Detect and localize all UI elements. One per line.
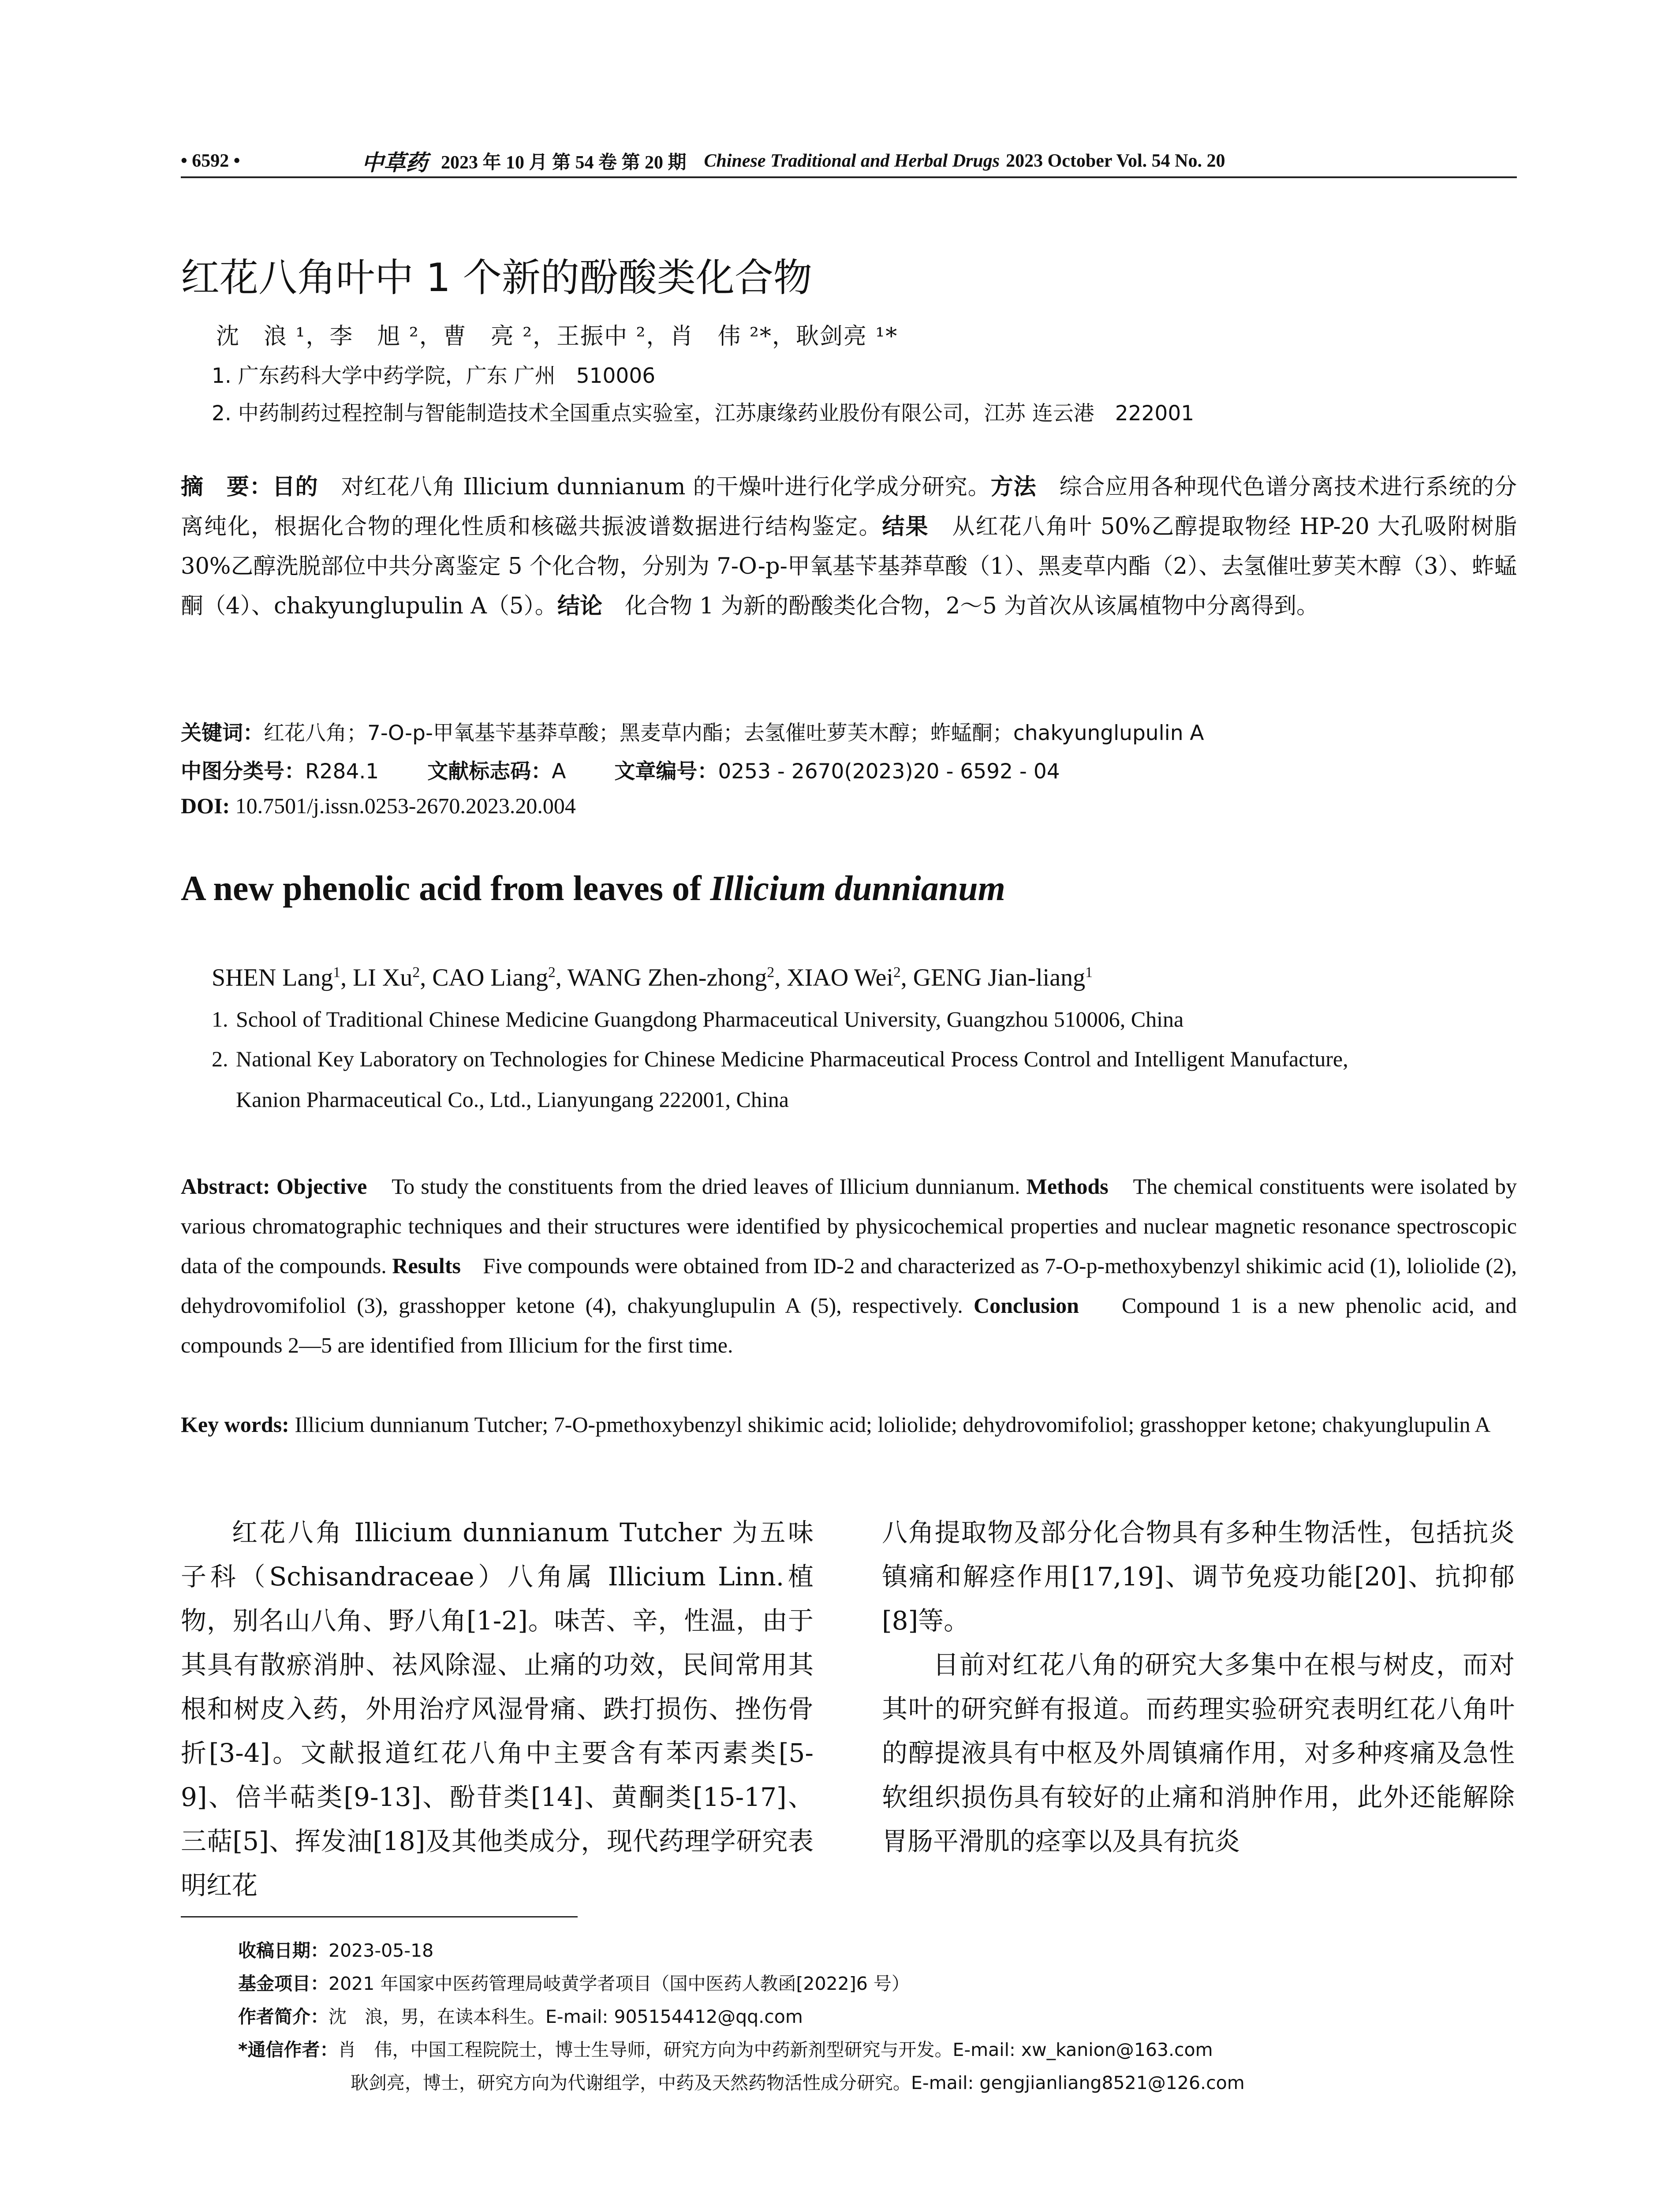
issue-cn: 2023 年 10 月 第 54 卷 第 20 期 [441, 153, 687, 173]
author-en: CAO Liang$^2$ [432, 964, 556, 991]
title-en [181, 869, 1005, 909]
classification-row [181, 755, 1517, 785]
author-en: SHEN Lang$^1$ [212, 964, 341, 991]
keywords-cn-text: 红花八角；7-O-p-甲氧基苄基莽草酸；黑麦草内酯；去氢催吐萝芙木醇；蚱蜢酮；chakyunglupulin A [264, 721, 1204, 745]
objective-label-cn: 目的 [272, 474, 318, 500]
article-no-value: 0253 - 2670(2023)20 - 6592 - 04 [718, 759, 1060, 784]
keywords-cn-label: 关键词： [181, 721, 264, 745]
author-en: WANG Zhen-zhong$^2$ [567, 964, 775, 991]
article-no-label: 文章编号： [614, 759, 718, 784]
footnote-rule [181, 1916, 578, 1917]
affiliation-cn-1: 1. 广东药科大学中药学院，广东 广州 510006 [212, 364, 656, 388]
objective-label-en: Objective [276, 1174, 367, 1199]
methods-label-cn: 方法 [990, 474, 1037, 500]
running-header [181, 146, 1517, 178]
title-cn: 红花八角叶中 1 个新的酚酸类化合物 [181, 255, 812, 300]
clc-label: 中图分类号： [181, 759, 305, 784]
author-en: GENG Jian-liang$^1$ [913, 964, 1093, 991]
body-paragraph: 八角提取物及部分化合物具有多种生物活性，包括抗炎镇痛和解痉作用[17,19]、调节免疫功能[20]、抗抑郁[8]等。 [882, 1517, 1515, 1636]
doi-label: DOI: [181, 793, 230, 818]
keywords-en [181, 1405, 1517, 1444]
results-en: Five compounds were obtained from ID-2 and characterized as 7-O-p-methoxybenzyl shikimic acid (1), loliolide (2), dehydrovomifoliol (3), grasshopper ketone (4), chakyunglupulin A (5), respectively. [181, 1253, 1517, 1318]
author-en: XIAO Wei$^2$ [787, 964, 901, 991]
objective-en: To study the constituents from the dried leaves of Illicium dunnianum. [392, 1174, 1020, 1199]
footnote-received: 收稿日期：2023-05-18 [238, 1940, 434, 1961]
conclusion-label-en: Conclusion [974, 1293, 1079, 1318]
results-cn: 从红花八角叶 50%乙醇提取物经 HP-20 大孔吸附树脂 30%乙醇洗脱部位中共分离鉴定 5 个化合物，分别为 7-O-p-甲氧基苄基莽草酸（1）、黑麦草内酯（2）、去氢催吐萝芙木醇（3）、蚱蜢酮（4）、chakyunglupulin A（5）。 [181, 514, 1517, 619]
keywords-cn [181, 717, 1517, 746]
methods-en: The chemical constituents were isolated by various chromatographic techniques and their structures were identified by physicochemical properties and nuclear magnetic resonance spectroscopic data of the compounds. [181, 1174, 1517, 1278]
footnote-corresponding-2: 耿剑亮，博士，研究方向为代谢组学，中药及天然药物活性成分研究。E-mail: gengjianliang8521@126.com [351, 2072, 1245, 2093]
doc-code-value: A [552, 759, 566, 784]
doi-row [181, 793, 1517, 818]
abstract-en [181, 1166, 1517, 1365]
footnote-fund: 基金项目：2021 年国家中医药管理局岐黄学者项目（国中医药人教函[2022]6 号） [238, 1973, 910, 1994]
authors-en: SHEN Lang$^1$, LI Xu$^2$, CAO Liang$^2$, WANG Zhen-zhong$^2$, XIAO Wei$^2$, GENG Jian-liang$^1$ [212, 964, 1093, 991]
affiliation-en-1: 1. School of Traditional Chinese Medicine Guangdong Pharmaceutical University, Guangzhou 510006, China [212, 1007, 1184, 1031]
objective-cn: 对红花八角 Illicium dunnianum 的干燥叶进行化学成分研究。 [341, 474, 991, 500]
methods-cn: 综合应用各种现代色谱分离技术进行系统的分离纯化，根据化合物的理化性质和核磁共振波谱数据进行结构鉴定。 [181, 474, 1517, 540]
results-label-cn: 结果 [882, 514, 929, 540]
keywords-en-label: Key words: [181, 1412, 289, 1437]
title-en-main: A new phenolic acid from leaves of [181, 869, 710, 908]
methods-label-en: Methods [1026, 1174, 1109, 1199]
journal-name-cn: 中草药 [362, 150, 428, 175]
authors-cn: 沈 浪 ¹，李 旭 ²，曹 亮 ²，王振中 ²，肖 伟 ²*，耿剑亮 ¹* [216, 323, 898, 350]
doi-value[interactable]: 10.7501/j.issn.0253-2670.2023.20.004 [235, 793, 576, 818]
body-paragraph: 目前对红花八角的研究大多集中在根与树皮，而对其叶的研究鲜有报道。而药理实验研究表明红花八角叶的醇提液具有中枢及外周镇痛作用，对多种疼痛及急性软组织损伤具有较好的止痛和消肿作用，此外还能解除胃肠平滑肌的痉挛以及具有抗炎 [882, 1650, 1515, 1856]
page-number: • 6592 • [181, 151, 240, 171]
affiliation-en-2: 2. National Key Laboratory on Technologies for Chinese Medicine Pharmaceutical Process Control and Intelligent Manufacture, Kanion Pharmaceutical Co., Ltd., Lianyungang 222001, China [212, 1046, 1348, 1112]
paper-page [181, 0, 1517, 2205]
keywords-en-text: Illicium dunnianum Tutcher; 7-O-pmethoxybenzyl shikimic acid; loliolide; dehydrovomifoliol; grasshopper ketone; chakyunglupulin A [295, 1412, 1491, 1437]
clc-value: R284.1 [305, 759, 379, 784]
issue-en: 2023 October Vol. 54 No. 20 [1006, 151, 1225, 171]
conclusion-en: Compound 1 is a new phenolic acid, and compounds 2—5 are identified from Illicium for the first time. [181, 1293, 1517, 1357]
body-column-right [882, 1510, 1515, 1863]
abstract-cn-label: 摘 要： [181, 474, 273, 500]
conclusion-cn: 化合物 1 为新的酚酸类化合物，2～5 为首次从该属植物中分离得到。 [624, 593, 1319, 619]
body-paragraph: 红花八角 Illicium dunnianum Tutcher 为五味子科（Schisandraceae）八角属 Illicium Linn.植物，别名山八角、野八角[1-2]。味苦、辛，性温，由于其具有散瘀消肿、祛风除湿、止痛的功效，民间常用其根和树皮入药，外用治疗风湿骨痛、跌打损伤、挫伤骨折[3-4]。文献报道红花八角中主要含有苯丙素类[5-9]、倍半萜类[9-13]、酚苷类[14]、黄酮类[15-17]、三萜[5]、挥发油[18]及其他类成分，现代药理学研究表明红花 [181, 1517, 814, 1900]
footnote-corresponding: *通信作者：肖 伟，中国工程院院士，博士生导师，研究方向为中药新剂型研究与开发。E-mail: xw_kanion@163.com [238, 2039, 1213, 2060]
results-label-en: Results [392, 1253, 461, 1278]
journal-name-en: Chinese Traditional and Herbal Drugs [704, 151, 1000, 171]
affiliation-cn-2: 2. 中药制药过程控制与智能制造技术全国重点实验室，江苏康缘药业股份有限公司，江苏 连云港 222001 [212, 401, 1195, 426]
footnote-author: 作者简介：沈 浪，男，在读本科生。E-mail: 905154412@qq.com [238, 2006, 803, 2027]
body-column-left [181, 1510, 814, 1907]
author-en: LI Xu$^2$ [353, 964, 420, 991]
title-en-species: Illicium dunnianum [710, 869, 1005, 908]
conclusion-label-cn: 结论 [557, 593, 602, 619]
abstract-cn [181, 467, 1517, 626]
doc-code-label: 文献标志码： [427, 759, 552, 784]
abstract-en-label: Abstract: [181, 1174, 270, 1199]
